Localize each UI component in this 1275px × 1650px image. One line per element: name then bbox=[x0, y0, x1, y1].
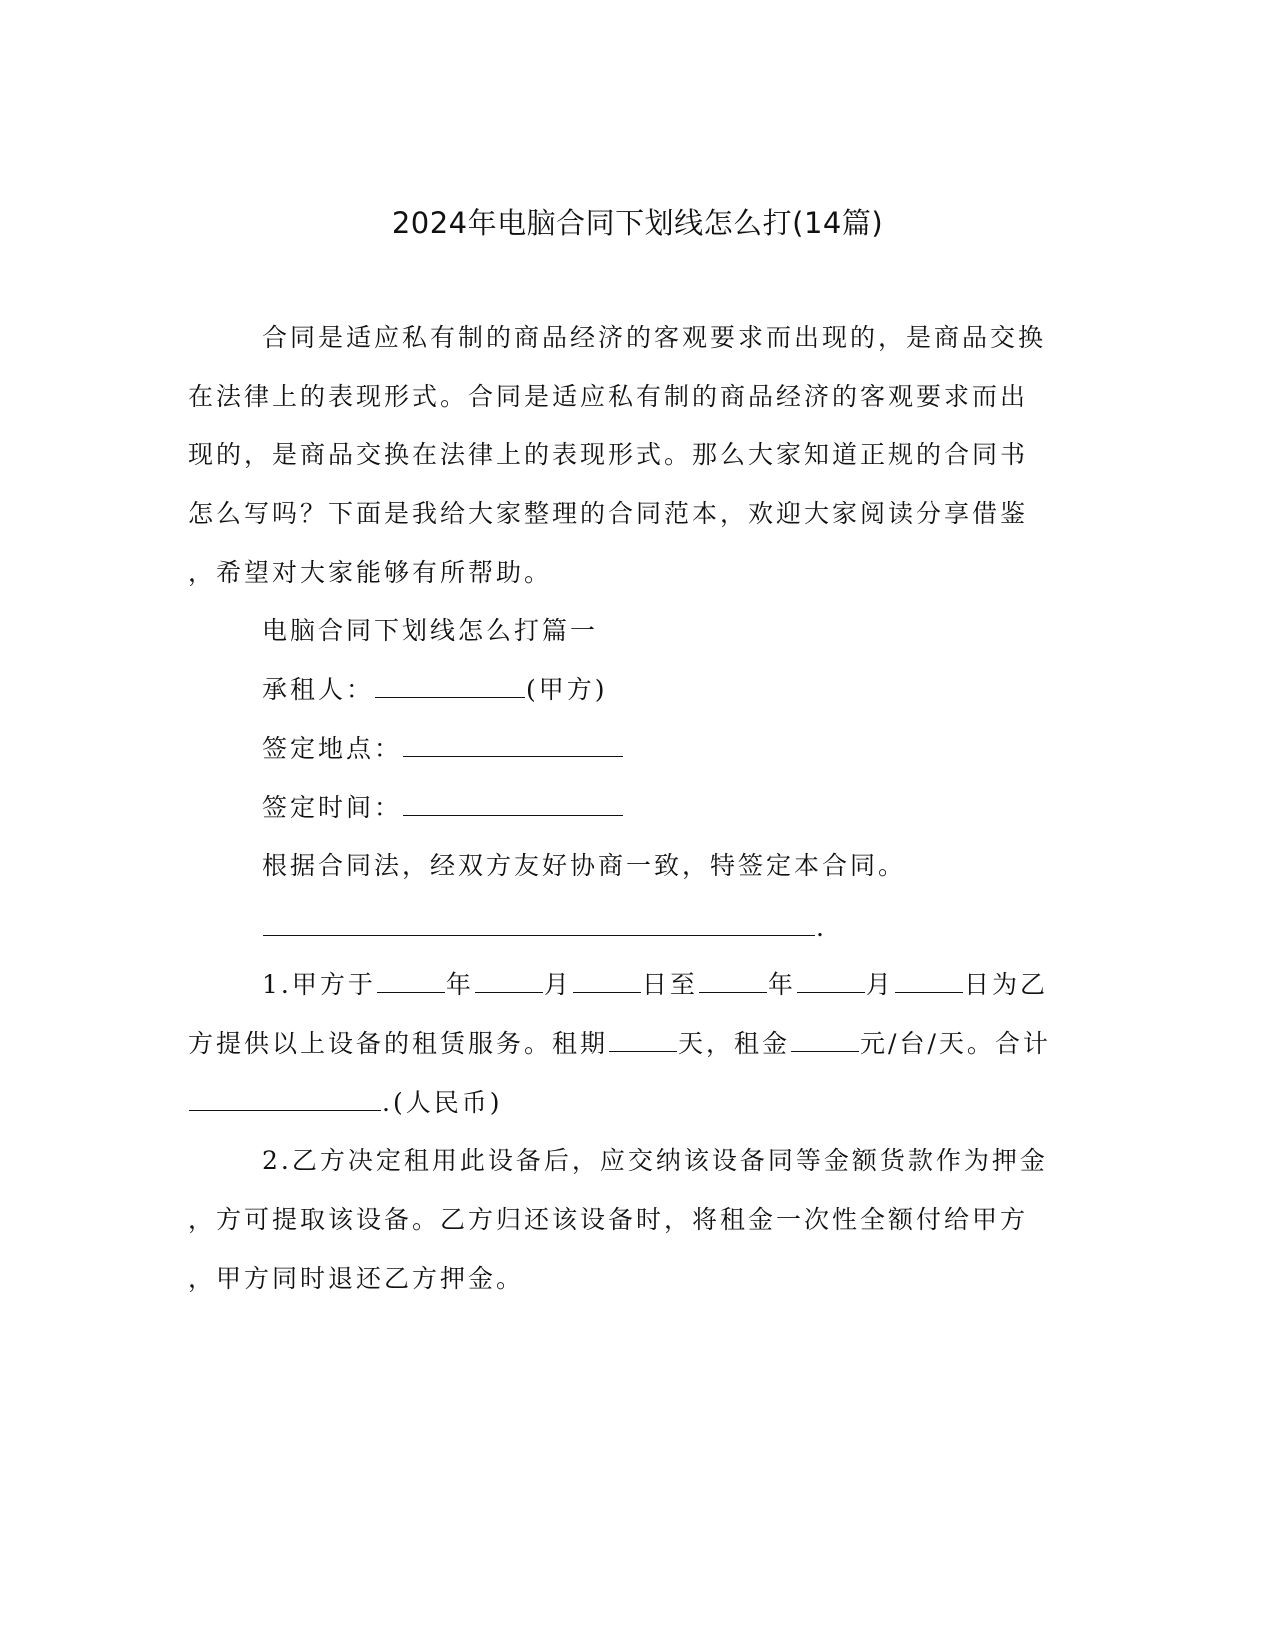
blank-day-start bbox=[573, 966, 641, 993]
clause1-rate: 元/台/天。合计 bbox=[860, 1029, 1051, 1058]
clause1-line2-start: 方提供以上设备的租赁服务。租期 bbox=[188, 1029, 609, 1058]
blank-month-start bbox=[475, 966, 543, 993]
clause2-line-3: ，甲方同时退还乙方押金。 bbox=[188, 1264, 525, 1293]
clause1-day1: 日至 bbox=[641, 970, 698, 999]
lessee-label: 承租人： bbox=[262, 675, 375, 704]
clause1-year1: 年 bbox=[445, 970, 474, 999]
document-title: 2024年电脑合同下划线怎么打(14篇) bbox=[391, 206, 884, 240]
place-label: 签定地点： bbox=[262, 734, 403, 763]
blank-year-start bbox=[377, 966, 445, 993]
long-blank-suffix: . bbox=[816, 913, 827, 942]
clause1-line-1 bbox=[262, 965, 1048, 1005]
clause1-line-2 bbox=[188, 1024, 1051, 1064]
clause1-month2: 月 bbox=[865, 970, 894, 999]
intro-line-5: ，希望对大家能够有所帮助。 bbox=[188, 558, 553, 587]
blank-day-end bbox=[895, 966, 963, 993]
lessee-blank bbox=[375, 671, 525, 698]
clause1-prefix: 1.甲方于 bbox=[262, 970, 376, 999]
clause2-line-1: 2.乙方决定租用此设备后，应交纳该设备同等金额货款作为押金 bbox=[262, 1146, 1048, 1175]
intro-line-3: 现的，是商品交换在法律上的表现形式。那么大家知道正规的合同书 bbox=[188, 440, 1029, 469]
time-row bbox=[262, 788, 624, 828]
clause2-line-2: ，方可提取该设备。乙方归还该设备时，将租金一次性全额付给甲方 bbox=[188, 1205, 1029, 1234]
clause1-line3-suffix: .(人民币) bbox=[382, 1088, 503, 1117]
clause1-month1: 月 bbox=[543, 970, 572, 999]
clause1-year2: 年 bbox=[767, 970, 796, 999]
agreement-line: 根据合同法，经双方友好协商一致，特签定本合同。 bbox=[262, 851, 907, 880]
blank-year-end bbox=[699, 966, 767, 993]
clause1-day2: 日为乙 bbox=[963, 970, 1048, 999]
time-label: 签定时间： bbox=[262, 793, 403, 822]
lessee-suffix: (甲方) bbox=[526, 675, 608, 704]
time-blank bbox=[403, 789, 623, 816]
blank-days bbox=[609, 1025, 677, 1052]
blank-total bbox=[189, 1084, 381, 1111]
intro-line-2: 在法律上的表现形式。合同是适应私有制的商品经济的客观要求而出 bbox=[188, 382, 1029, 411]
intro-line-1: 合同是适应私有制的商品经济的客观要求而出现的，是商品交换 bbox=[262, 323, 1047, 352]
clause1-line-3 bbox=[188, 1083, 502, 1123]
section-heading: 电脑合同下划线怎么打篇一 bbox=[262, 616, 599, 645]
lessee-row bbox=[262, 670, 608, 710]
long-blank-row bbox=[262, 908, 827, 948]
intro-line-4: 怎么写吗？下面是我给大家整理的合同范本，欢迎大家阅读分享借鉴 bbox=[188, 499, 1029, 528]
place-row bbox=[262, 729, 624, 769]
blank-month-end bbox=[797, 966, 865, 993]
long-blank bbox=[263, 909, 815, 936]
place-blank bbox=[403, 730, 623, 757]
blank-rate bbox=[791, 1025, 859, 1052]
clause1-days: 天，租金 bbox=[678, 1029, 791, 1058]
